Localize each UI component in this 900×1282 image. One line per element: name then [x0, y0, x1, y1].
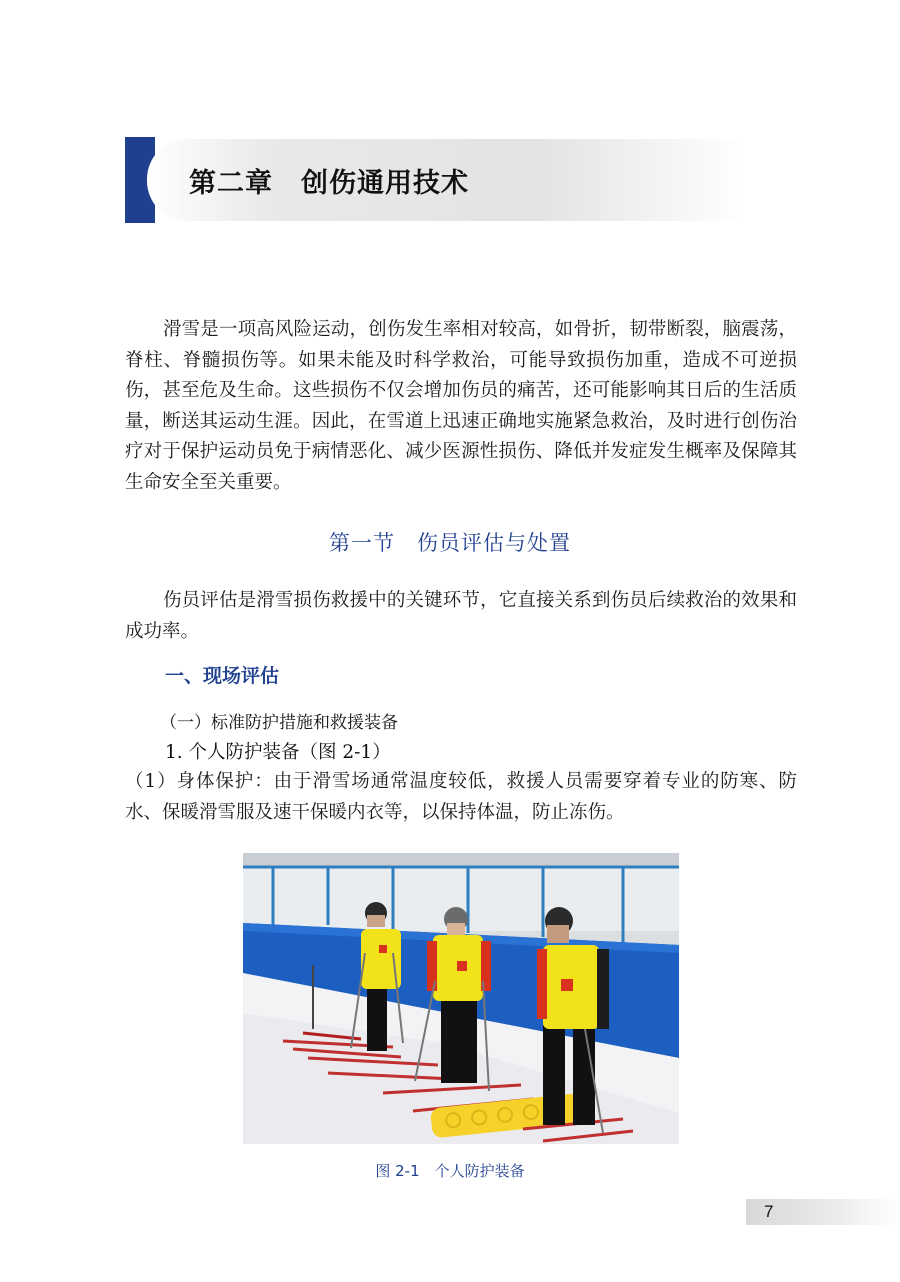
chapter-title: 第二章 创伤通用技术: [189, 168, 469, 199]
intro-paragraph: 滑雪是一项高风险运动，创伤发生率相对较高，如骨折，韧带断裂，脑震荡，脊柱、脊髓损伤等。如果未能及时科学救治，可能导致损伤加重，造成不可逆损伤，甚至危及生命。这些损伤不仅会增加伤员的痛苦，还可能影响其日后的生活质量，断送其运动生涯。因此，在雪道上迅速正确地实施紧急救治，及时进行创伤治疗对于保护运动员免于病情恶化、减少医源性损伤、降低并发症发生概率及保障其生命安全至关重要。: [125, 319, 797, 493]
figure-caption: 图 2-1 个人防护装备: [375, 1162, 525, 1180]
heading-scene-assessment: 一、现场评估: [165, 665, 280, 687]
page-number-tab: [746, 1199, 900, 1225]
section-title: 第一节 伤员评估与处置: [329, 531, 571, 555]
heading-personal-protective-equipment: 1. 个人防护装备（图 2-1）: [165, 742, 391, 763]
figure-photo-ski-rescuers: [243, 853, 679, 1144]
chapter-banner: [125, 137, 750, 223]
heading-standard-protection: （一）标准防护措施和救援装备: [160, 713, 398, 733]
section-intro-paragraph: 伤员评估是滑雪损伤救援中的关键环节，它直接关系到伤员后续救治的效果和成功率。: [125, 590, 797, 642]
page-number: 7: [764, 1202, 774, 1221]
body-protection-paragraph: （1）身体保护：由于滑雪场通常温度较低，救援人员需要穿着专业的防寒、防水、保暖滑雪服及速干保暖内衣等，以保持体温，防止冻伤。: [125, 771, 797, 823]
